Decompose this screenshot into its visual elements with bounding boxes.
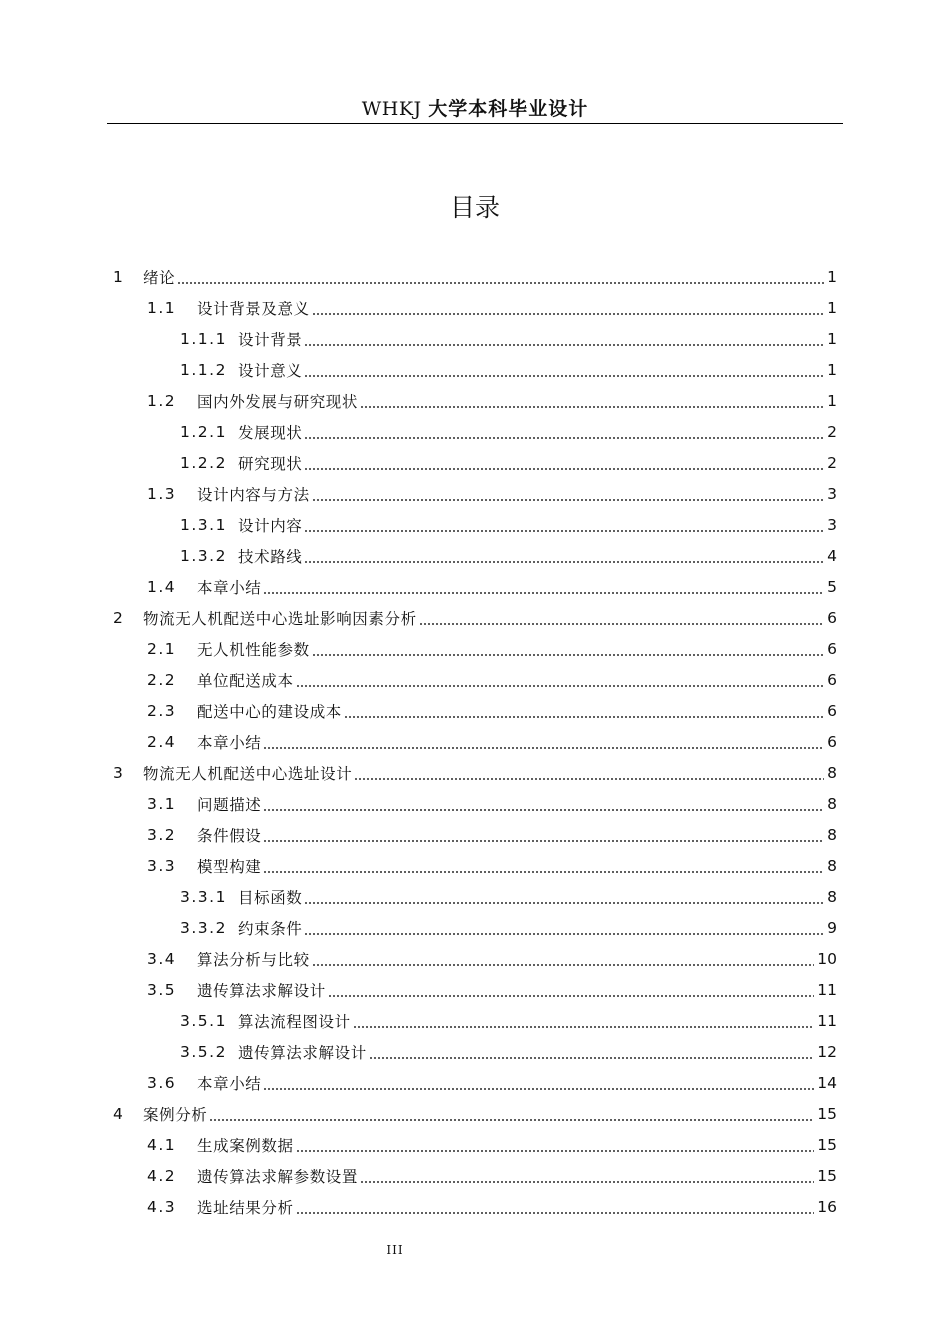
toc-entry-page: 12	[817, 1043, 837, 1061]
toc-entry-title: 遗传算法求解参数设置	[197, 1168, 359, 1186]
toc-entry-number: 1.4	[147, 578, 177, 596]
toc-dot-leader	[353, 1006, 815, 1036]
toc-entry-page: 15	[817, 1167, 837, 1185]
toc-entry-page: 8	[827, 857, 837, 875]
toc-entry-number: 1.1	[147, 299, 177, 317]
toc-entry-page: 1	[827, 330, 837, 348]
toc-entry-title: 设计背景及意义	[197, 300, 310, 318]
toc-entry-number: 2.4	[147, 733, 177, 751]
header-school-title: 大学本科毕业设计	[428, 98, 589, 120]
toc-entry[interactable]	[180, 448, 837, 478]
toc-entry-page: 4	[827, 547, 837, 565]
toc-entry-page: 3	[827, 516, 837, 534]
toc-entry[interactable]	[180, 541, 837, 571]
toc-entry-number: 1.3.1	[180, 516, 227, 534]
toc-dot-leader	[304, 355, 824, 385]
toc-entry-title: 绪论	[143, 269, 176, 287]
toc-dot-leader	[304, 324, 824, 354]
toc-entry-title: 案例分析	[143, 1106, 208, 1124]
toc-entry[interactable]	[147, 944, 837, 974]
toc-entry-page: 6	[827, 702, 837, 720]
toc-entry[interactable]	[180, 913, 837, 943]
toc-entry-number: 1.1.1	[180, 330, 227, 348]
toc-dot-leader	[304, 417, 824, 447]
toc-entry-title: 设计内容与方法	[197, 486, 310, 504]
toc-entry-number: 1.3	[147, 485, 177, 503]
toc-entry[interactable]	[113, 758, 837, 788]
toc-entry-page: 8	[827, 764, 837, 782]
toc-entry[interactable]	[180, 324, 837, 354]
toc-entry-page: 3	[827, 485, 837, 503]
toc-entry-number: 3.3.2	[180, 919, 227, 937]
toc-entry-page: 2	[827, 454, 837, 472]
toc-entry-title: 遗传算法求解设计	[238, 1044, 367, 1062]
toc-entry-title: 设计内容	[238, 517, 303, 535]
toc-entry-number: 1.2	[147, 392, 177, 410]
toc-entry-number: 1.2.2	[180, 454, 227, 472]
toc-dot-leader	[304, 541, 824, 571]
toc-dot-leader	[263, 820, 824, 850]
toc-dot-leader	[304, 913, 824, 943]
toc-entry-title: 研究现状	[238, 455, 303, 473]
toc-entry-number: 4.1	[147, 1136, 177, 1154]
toc-dot-leader	[312, 944, 815, 974]
toc-entry-page: 15	[817, 1136, 837, 1154]
toc-dot-leader	[344, 696, 824, 726]
toc-dot-leader	[312, 293, 824, 323]
toc-dot-leader	[328, 975, 814, 1005]
toc-entry-page: 1	[827, 268, 837, 286]
toc-entry-number: 1	[113, 268, 125, 286]
toc-dot-leader	[360, 386, 824, 416]
toc-entry-title: 目标函数	[238, 889, 303, 907]
toc-entry-number: 3.3.1	[180, 888, 227, 906]
toc-entry-page: 1	[827, 299, 837, 317]
toc-entry[interactable]	[147, 386, 837, 416]
toc-dot-leader	[263, 727, 824, 757]
toc-entry-title: 本章小结	[197, 579, 262, 597]
toc-dot-leader	[263, 789, 824, 819]
toc-entry-title: 问题描述	[197, 796, 262, 814]
toc-dot-leader	[177, 262, 824, 292]
toc-dot-leader	[263, 851, 824, 881]
toc-entry-page: 8	[827, 888, 837, 906]
toc-dot-leader	[369, 1037, 814, 1067]
page-number: III	[386, 1243, 404, 1257]
toc-entry[interactable]	[180, 1037, 837, 1067]
toc-dot-leader	[296, 665, 825, 695]
toc-entry-page: 6	[827, 609, 837, 627]
toc-entry-title: 无人机性能参数	[197, 641, 310, 659]
toc-entry[interactable]	[113, 262, 837, 292]
toc-entry[interactable]	[147, 820, 837, 850]
toc-entry[interactable]	[147, 665, 837, 695]
toc-entry-number: 3	[113, 764, 125, 782]
toc-entry[interactable]	[147, 789, 837, 819]
toc-entry-title: 国内外发展与研究现状	[197, 393, 359, 411]
toc-entry[interactable]	[147, 634, 837, 664]
toc-entry-number: 1.1.2	[180, 361, 227, 379]
toc-entry[interactable]	[113, 1099, 837, 1129]
toc-entry-page: 11	[817, 1012, 837, 1030]
toc-entry-title: 约束条件	[238, 920, 303, 938]
toc-entry-number: 3.5	[147, 981, 177, 999]
toc-entry-number: 2.3	[147, 702, 177, 720]
toc-dot-leader	[304, 882, 824, 912]
toc-entry-number: 3.5.1	[180, 1012, 227, 1030]
toc-entry-page: 1	[827, 392, 837, 410]
header-rule	[107, 123, 843, 124]
toc-entry[interactable]	[147, 975, 837, 1005]
toc-dot-leader	[296, 1130, 815, 1160]
toc-entry-page: 6	[827, 671, 837, 689]
toc-dot-leader	[209, 1099, 814, 1129]
toc-dot-leader	[354, 758, 824, 788]
running-header	[107, 96, 843, 122]
toc-entry-page: 10	[817, 950, 837, 968]
toc-entry-title: 本章小结	[197, 1075, 262, 1093]
toc-entry-title: 条件假设	[197, 827, 262, 845]
toc-entry-number: 1.2.1	[180, 423, 227, 441]
toc-entry-page: 16	[817, 1198, 837, 1216]
toc-dot-leader	[296, 1192, 815, 1222]
toc-entry-page: 15	[817, 1105, 837, 1123]
toc-entry[interactable]	[180, 417, 837, 447]
toc-entry[interactable]	[180, 882, 837, 912]
toc-entry-number: 3.4	[147, 950, 177, 968]
toc-entry[interactable]	[147, 727, 837, 757]
toc-entry-page: 8	[827, 795, 837, 813]
toc-entry-page: 14	[817, 1074, 837, 1092]
toc-entry[interactable]	[147, 1161, 837, 1191]
toc-dot-leader	[263, 1068, 814, 1098]
toc-entry-number: 3.6	[147, 1074, 177, 1092]
toc-dot-leader	[312, 634, 824, 664]
toc-entry-number: 2.1	[147, 640, 177, 658]
toc-entry-page: 1	[827, 361, 837, 379]
toc-entry-number: 1.3.2	[180, 547, 227, 565]
toc-entry-title: 选址结果分析	[197, 1199, 294, 1217]
toc-entry[interactable]	[147, 572, 837, 602]
toc-entry-number: 2	[113, 609, 125, 627]
toc-entry-title: 物流无人机配送中心选址设计	[143, 765, 353, 783]
toc-entry-title: 模型构建	[197, 858, 262, 876]
toc-entry[interactable]	[147, 851, 837, 881]
toc-entry-page: 6	[827, 640, 837, 658]
toc-entry[interactable]	[147, 479, 837, 509]
toc-entry[interactable]	[180, 1006, 837, 1036]
toc-dot-leader	[304, 510, 824, 540]
toc-entry-number: 4.2	[147, 1167, 177, 1185]
toc-entry-title: 发展现状	[238, 424, 303, 442]
toc-entry[interactable]	[147, 1068, 837, 1098]
toc-entry-number: 3.5.2	[180, 1043, 227, 1061]
toc-dot-leader	[419, 603, 824, 633]
toc-entry-title: 算法分析与比较	[197, 951, 310, 969]
toc-entry-title: 遗传算法求解设计	[197, 982, 326, 1000]
toc-entry-page: 2	[827, 423, 837, 441]
toc-entry-page: 5	[827, 578, 837, 596]
toc-entry[interactable]	[147, 1130, 837, 1160]
toc-entry[interactable]	[147, 696, 837, 726]
toc-entry-page: 11	[817, 981, 837, 999]
toc-dot-leader	[304, 448, 824, 478]
toc-entry-title: 生成案例数据	[197, 1137, 294, 1155]
toc-entry-page: 9	[827, 919, 837, 937]
toc-entry-title: 算法流程图设计	[238, 1013, 351, 1031]
toc-entry-title: 本章小结	[197, 734, 262, 752]
toc-dot-leader	[360, 1161, 814, 1191]
toc-entry[interactable]	[113, 603, 837, 633]
toc-entry-number: 3.2	[147, 826, 177, 844]
toc-entry-number: 3.1	[147, 795, 177, 813]
toc-title: 目录	[449, 193, 500, 222]
header-school-abbrev: WHKJ	[361, 98, 422, 120]
toc-dot-leader	[312, 479, 824, 509]
toc-entry-title: 配送中心的建设成本	[197, 703, 342, 721]
toc-dot-leader	[263, 572, 824, 602]
toc-entry-title: 设计背景	[238, 331, 303, 349]
toc-entry-title: 技术路线	[238, 548, 303, 566]
toc-entry-page: 8	[827, 826, 837, 844]
toc-entry-title: 单位配送成本	[197, 672, 294, 690]
toc-entry-number: 2.2	[147, 671, 177, 689]
toc-entry-page: 6	[827, 733, 837, 751]
toc-entry[interactable]	[147, 1192, 837, 1222]
toc-entry[interactable]	[180, 510, 837, 540]
toc-entry-title: 物流无人机配送中心选址影响因素分析	[143, 610, 417, 628]
toc-entry-number: 4.3	[147, 1198, 177, 1216]
toc-entry-number: 4	[113, 1105, 125, 1123]
toc-entry-title: 设计意义	[238, 362, 303, 380]
toc-entry[interactable]	[180, 355, 837, 385]
toc-entry[interactable]	[147, 293, 837, 323]
toc-entry-number: 3.3	[147, 857, 177, 875]
